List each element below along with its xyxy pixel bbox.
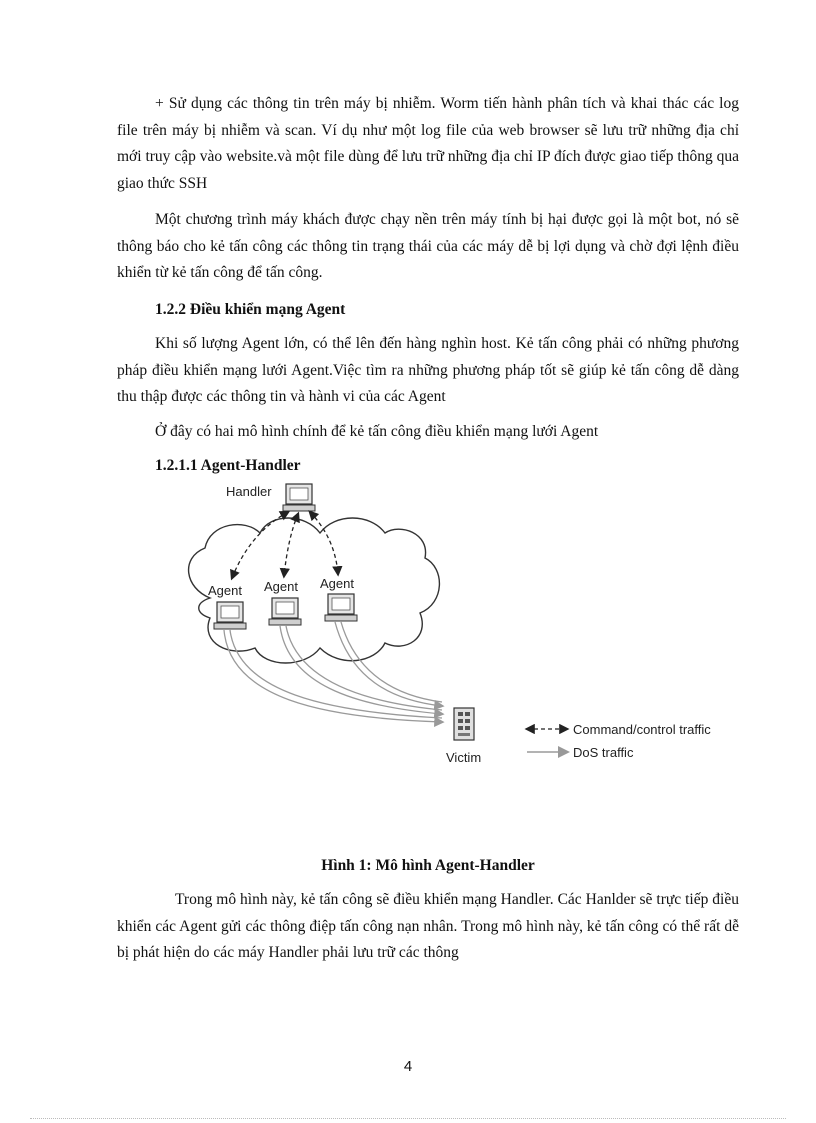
legend-dos-label: DoS traffic <box>573 745 634 760</box>
agent-computer-icon-2 <box>269 598 301 625</box>
agent-label-3: Agent <box>320 576 354 591</box>
agent-label-2: Agent <box>264 579 298 594</box>
paragraph-two-models: Ở đây có hai mô hình chính để kẻ tấn công điều khiển mạng lưới Agent <box>155 422 599 440</box>
handler-label: Handler <box>226 484 272 499</box>
victim-label: Victim <box>446 750 482 765</box>
figure-caption: Hình 1: Mô hình Agent-Handler <box>321 857 535 874</box>
page-bottom-divider <box>30 1118 786 1119</box>
paragraph-handler-model: Trong mô hình này, kẻ tấn công sẽ điều khiển mạng Handler. Các Hanlder sẽ trực tiếp điều khiển các Agent gửi các thông điệp tấn công nạn nhân. Trong mô hình này, kẻ tấn công có thể rất dễ bị phát hiện do các máy Handler phải lưu trữ các thông <box>117 891 739 961</box>
page-number: 4 <box>403 1058 413 1075</box>
top-text-block <box>117 91 739 480</box>
bottom-text-block <box>117 887 739 967</box>
legend <box>527 722 711 760</box>
victim-server-icon <box>454 708 474 740</box>
agent-handler-diagram <box>180 478 750 778</box>
paragraph-bot: Một chương trình máy khách được chạy nền trên máy tính bị hại được gọi là một bot, nó sẽ thông báo cho kẻ tấn công các thông tin trạng thái của các máy dễ bị lợi dụng và chờ đợi lệnh điều khiển từ kẻ tấn công để tấn công. <box>117 211 739 281</box>
legend-command-label: Command/control traffic <box>573 722 711 737</box>
subsection-heading: 1.2.1.1 Agent-Handler <box>155 457 301 474</box>
paragraph-agent-network: Khi số lượng Agent lớn, có thể lên đến hàng nghìn host. Kẻ tấn công phải có những phương pháp điều khiển mạng lưới Agent.Việc tìm ra những phương pháp tốt sẽ giúp kẻ tấn công dễ dàng thu thập được các thông tin và hành vi của các Agent <box>117 335 739 405</box>
agent-label-1: Agent <box>208 583 242 598</box>
handler-computer-icon <box>283 484 315 511</box>
agent-computer-icon-3 <box>325 594 357 621</box>
agent-computer-icon-1 <box>214 602 246 629</box>
section-heading: 1.2.2 Điều khiển mạng Agent <box>155 300 346 318</box>
paragraph-worm-logfiles: + Sử dụng các thông tin trên máy bị nhiễm. Worm tiến hành phân tích và khai thác các log file trên máy bị nhiễm và scan. Ví dụ như một log file của web browser sẽ lưu trữ những địa chỉ mới truy cập vào website.và một file dùng để lưu trữ những địa chỉ IP đích được giao tiếp thông qua giao thức SSH <box>117 95 739 192</box>
